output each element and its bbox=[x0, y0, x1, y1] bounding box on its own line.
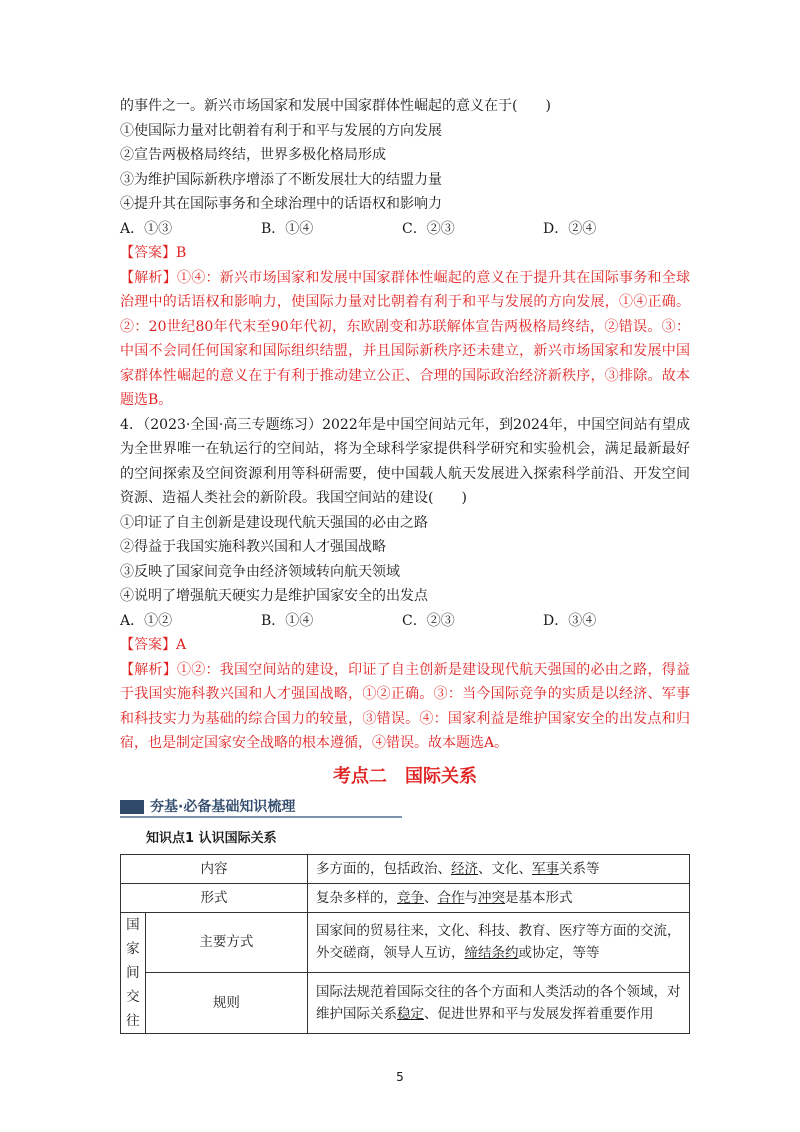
q4-item-2: ②得益于我国实施科教兴国和人才强国战略 bbox=[120, 539, 386, 555]
page-content bbox=[120, 94, 690, 1034]
q4-item-1: ①印证了自主创新是建设现代航天强国的必由之路 bbox=[120, 514, 428, 531]
q4-option-b: B．①④ bbox=[261, 612, 314, 629]
rules-value: 国际法规范着国际交往的各个方面和人类活动的各个领域，对维护国际关系稳定、促进世界和平与发展发挥着重要作用 bbox=[308, 973, 690, 1034]
q4-option-d: D．③④ bbox=[543, 612, 597, 629]
q4-option-a: A．①② bbox=[120, 612, 173, 629]
q3-analysis: 【解析】①④：新兴市场国家和发展中国家群体性崛起的意义在于提升其在国际事务和全球治理中的话语权和影响力，使国际力量对比朝着有利于和平与发展的方向发展，①④正确。②：20世纪80年代末至90年代初，东欧剧变和苏联解体宣告两极格局终结，②错误。③：中国不会同任何国家和国际组织结盟，并且国际新秩序还未建立，新兴市场国家和发展中国家群体性崛起的意义在于有利于推动建立公正、合理的国际政治经济新秩序，③排除。故本题选B。 bbox=[120, 269, 690, 408]
main-method-label: 主要方式 bbox=[145, 912, 307, 973]
rules-label: 规则 bbox=[145, 973, 307, 1034]
q4-item-4: ④说明了增强航天硬实力是维护国家安全的出发点 bbox=[120, 588, 428, 604]
content-label: 内容 bbox=[121, 854, 308, 883]
q3-options bbox=[120, 217, 690, 242]
form-value: 复杂多样的，竞争、合作与冲突是基本形式 bbox=[308, 883, 690, 912]
page-number: 5 bbox=[396, 1070, 404, 1084]
content-value: 多方面的，包括政治、经济、文化、军事关系等 bbox=[308, 854, 690, 883]
q4-options bbox=[120, 609, 690, 634]
table-row-rules bbox=[121, 973, 690, 1034]
q3-answer: 【答案】B bbox=[120, 245, 187, 261]
knowledge-table bbox=[120, 854, 690, 1034]
q3-stem-tail: 的事件之一。新兴市场国家和发展中国家群体性崛起的意义在于( ) bbox=[120, 98, 551, 114]
section-banner bbox=[120, 794, 690, 820]
q4-stem: 4．（2023·全国·高三专题练习）2022年是中国空间站元年，到2024年，中国空间站有望成为全世界唯一在轨运行的空间站，将为全球科学家提供科学研究和实验机会，满足最新最好的空间探索及空间资源利用等科研需要，使中国载人航天发展进入探索科学前沿、开发空间资源、造福人类社会的新阶段。我国空间站的建设( ) bbox=[120, 416, 690, 506]
q4-analysis: 【解析】①②：我国空间站的建设，印证了自主创新是建设现代航天强国的必由之路，得益于我国实施科教兴国和人才强国战略，①②正确。③：当今国际竞争的实质是以经济、军事和科技实力为基础的综合国力的较量，③错误。④：国家利益是维护国家安全的出发点和归宿，也是制定国家安全战略的根本遵循，④错误。故本题选A。 bbox=[120, 661, 690, 751]
form-label: 形式 bbox=[121, 883, 308, 912]
q3-option-a: A．①③ bbox=[120, 220, 173, 237]
table-row-content bbox=[121, 854, 690, 883]
q4-item-3: ③反映了国家间竞争由经济领域转向航天领域 bbox=[120, 563, 400, 580]
banner-underline bbox=[120, 816, 402, 818]
q4-option-c: C．②③ bbox=[402, 612, 455, 629]
knowledge-point-title: 知识点1 认识国际关系 bbox=[146, 830, 277, 846]
q3-item-3: ③为维护国际新秩序增添了不断发展壮大的结盟力量 bbox=[120, 171, 442, 188]
banner-bar bbox=[120, 800, 144, 814]
banner-text: 夯基·必备基础知识梳理 bbox=[150, 798, 296, 815]
q3-option-d: D．②④ bbox=[543, 220, 597, 237]
q3-item-4: ④提升其在国际事务和全球治理中的话语权和影响力 bbox=[120, 196, 442, 212]
q4-answer: 【答案】A bbox=[120, 637, 187, 653]
q3-option-c: C．②③ bbox=[402, 220, 455, 237]
table-row-form bbox=[121, 883, 690, 912]
main-method-value: 国家间的贸易往来，文化、科技、教育、医疗等方面的交流，外交磋商，领导人互访，缔结条约或协定，等等 bbox=[308, 912, 690, 973]
table-row-main-method bbox=[121, 912, 690, 973]
group-label-state-interaction: 国 家 间 交 往 bbox=[121, 912, 146, 1033]
q3-option-b: B．①④ bbox=[261, 220, 314, 237]
q3-item-1: ①使国际力量对比朝着有利于和平与发展的方向发展 bbox=[120, 122, 442, 139]
q3-item-2: ②宣告两极格局终结，世界多极化格局形成 bbox=[120, 147, 386, 163]
section-title: 考点二 国际关系 bbox=[333, 765, 477, 787]
